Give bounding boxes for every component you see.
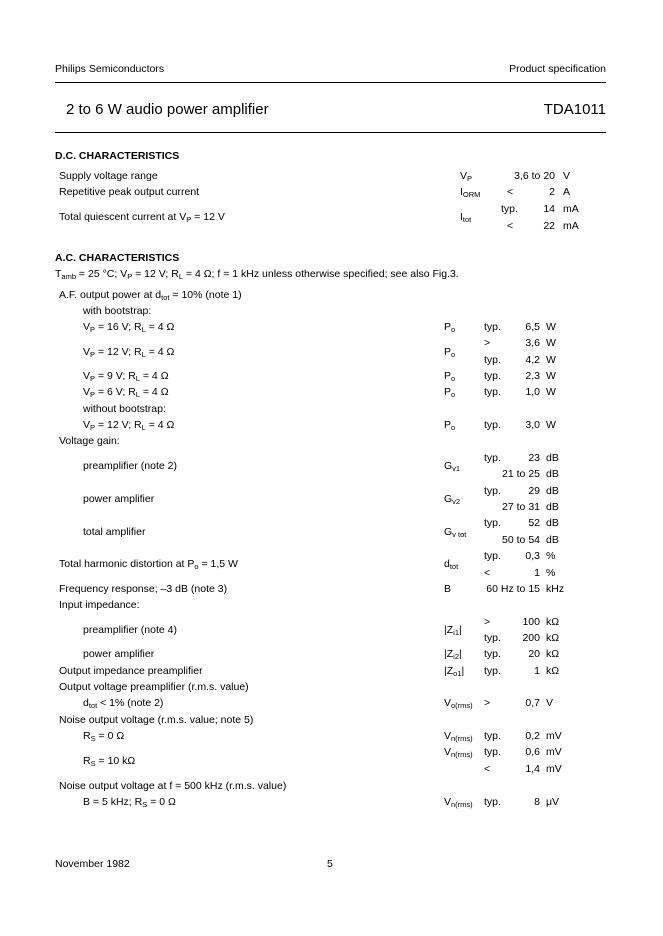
table-row: preamplifier (note 4) $|Z_{i1}|$ (83, 624, 462, 637)
table-row: $V_P = 12$ V; $R_L = 4$ Ω $P_o$ (83, 346, 456, 359)
table-row: Total harmonic distortion at $P_o = 1,5$ W $d_{tot}$ (59, 558, 459, 571)
table-row: typ. 52 dB (484, 517, 559, 529)
page-title: 2 to 6 W audio power amplifier (66, 101, 269, 118)
table-row: typ. 29 dB (484, 485, 559, 497)
with-bootstrap: with bootstrap: (83, 305, 152, 317)
without-bootstrap: without bootstrap: (83, 403, 166, 415)
table-row: typ. 14 mA (501, 203, 579, 215)
document-type: Product specification (509, 63, 606, 75)
ac-heading: A.C. CHARACTERISTICS (55, 252, 180, 264)
table-row: $V_P = 6$ V; $R_L = 4$ Ω $P_o$ typ. 1,0 W (83, 386, 556, 399)
footer-date: November 1982 (55, 858, 130, 870)
table-row: 27 to 31 dB (502, 501, 559, 513)
title-rule (55, 132, 606, 133)
ac-conditions: $T_{amb} = 25$ °C; $V_P = 12$ V; $R_L = 4$ Ω; f = 1 kHz unless otherwise specified; see also Fig.3. (55, 268, 459, 281)
table-row: $R_S = 0$ Ω $V_{n(rms)}$ typ. 0,2 mV (83, 730, 562, 743)
page-number: 5 (327, 858, 333, 870)
dc-heading: D.C. CHARACTERISTICS (55, 150, 180, 162)
table-row: 21 to 25 dB (502, 468, 559, 480)
header-rule (55, 82, 606, 83)
af-output-label: A.F. output power at $d_{tot} = 10\%$ (note 1) (59, 289, 242, 302)
table-row: Repetitive peak output current $I_{ORM}$ < 2 A (59, 186, 571, 199)
table-row: typ. 4,2 W (484, 354, 556, 366)
voltage-gain-label: Voltage gain: (59, 435, 120, 447)
table-row: Supply voltage range $V_P$ 3,6 to 20 V (59, 170, 571, 183)
noise-output-label: Noise output voltage (r.m.s. value; note 5) (59, 714, 254, 726)
part-number: TDA1011 (543, 101, 606, 118)
table-row: Total quiescent current at $V_P = 12$ V $I_{tot}$ (59, 211, 472, 224)
table-row: 50 to 54 dB (502, 534, 559, 546)
input-impedance-label: Input impedance: (59, 599, 140, 611)
table-row: typ. 0,3 % (484, 550, 556, 562)
table-row: $V_P = 12$ V; $R_L = 4$ Ω $P_o$ typ. 3,0 W (83, 419, 556, 432)
table-row: power amplifier $G_{v2}$ (83, 493, 461, 506)
table-row: power amplifier $|Z_{i2}|$ typ. 20 kΩ (83, 648, 560, 661)
table-row: < 1 % (484, 567, 556, 579)
table-row: preamplifier (note 2) $G_{v1}$ (83, 460, 461, 473)
table-row: typ. 23 dB (484, 452, 559, 464)
table-row: < 22 mA (507, 220, 579, 232)
table-row: total amplifier $G_{v tot}$ (83, 526, 467, 539)
company-name: Philips Semiconductors (55, 63, 165, 75)
table-row: > 100 kΩ (484, 616, 560, 628)
table-row: $R_S = 10$ kΩ (83, 755, 136, 768)
table-row: Frequency response; –3 dB (note 3) B 60 Hz to 15 kHz (59, 583, 565, 595)
table-row: typ. 200 kΩ (484, 632, 560, 644)
table-row: $V_{n(rms)}$ typ. 0,6 mV (444, 746, 562, 759)
output-voltage-label: Output voltage preamplifier (r.m.s. value) (59, 681, 249, 693)
table-row: B = 5 kHz; $R_S = 0$ Ω $V_{n(rms)}$ typ. 8 μV (83, 796, 560, 809)
table-row: > 3,6 W (484, 337, 556, 349)
table-row: $V_P = 16$ V; $R_L = 4$ Ω $P_o$ typ. 6,5 W (83, 321, 556, 334)
table-row: $d_{tot} < 1\%$ (note 2) $V_{o(rms)}$ > 0,7 V (83, 697, 554, 710)
table-row: $V_P = 9$ V; $R_L = 4$ Ω $P_o$ typ. 2,3 W (83, 370, 556, 383)
noise-500-label: Noise output voltage at f = 500 kHz (r.m.s. value) (59, 780, 287, 792)
table-row: Output impedance preamplifier $|Z_{o1}|$ typ. 1 kΩ (59, 665, 560, 678)
table-row: < 1,4 mV (484, 763, 562, 775)
